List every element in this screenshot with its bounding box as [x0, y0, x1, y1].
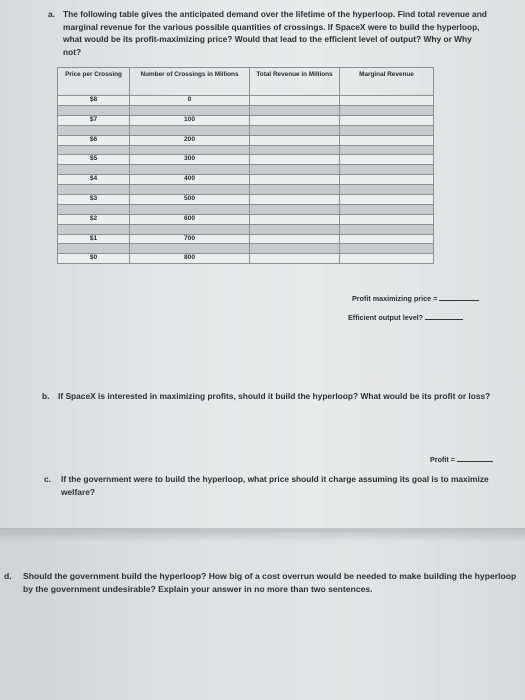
question-b: [42, 390, 502, 403]
efficient-output-answer: [348, 313, 463, 322]
spacer-cell: [250, 204, 340, 214]
total-revenue-cell[interactable]: [250, 194, 340, 204]
spacer-cell: [130, 105, 250, 115]
table-row: [58, 214, 434, 224]
question-c-text: If the government were to build the hyperloop, what price should it charge assuming its goal is to maximize welfare?: [61, 474, 489, 497]
spacer-cell: [130, 244, 250, 254]
marginal-revenue-cell[interactable]: [340, 254, 434, 264]
spacer-cell: [250, 224, 340, 234]
marginal-revenue-cell[interactable]: [340, 96, 434, 106]
marginal-revenue-cell[interactable]: [340, 115, 434, 125]
price-cell: $6: [58, 135, 130, 145]
crossings-cell: 700: [130, 234, 250, 244]
header-price: Price per Crossing: [58, 68, 130, 96]
table-spacer-row: [58, 125, 434, 135]
crossings-cell: 400: [130, 175, 250, 185]
table-row: [58, 135, 434, 145]
spacer-cell: [250, 125, 340, 135]
table-spacer-row: [58, 224, 434, 234]
marginal-revenue-cell[interactable]: [340, 234, 434, 244]
spacer-cell: [130, 224, 250, 234]
table-row: [58, 175, 434, 185]
efficient-output-label: Efficient output level?: [348, 313, 424, 322]
question-d-text: Should the government build the hyperloop? How big of a cost overrun would be needed to make building the hyperloop by the government undesirable? Explain your answer in no more than two sentences.: [23, 571, 517, 594]
total-revenue-cell[interactable]: [250, 234, 340, 244]
table-row: [58, 194, 434, 204]
question-d-letter: d.: [4, 571, 12, 581]
header-total-revenue: Total Revenue in Millions: [250, 68, 340, 96]
total-revenue-cell[interactable]: [250, 135, 340, 145]
crossings-cell: 600: [130, 214, 250, 224]
marginal-revenue-cell[interactable]: [340, 155, 434, 165]
spacer-cell: [250, 244, 340, 254]
crossings-cell: 200: [130, 135, 250, 145]
spacer-cell: [130, 165, 250, 175]
profit-maximizing-price-blank[interactable]: [439, 300, 479, 301]
marginal-revenue-cell[interactable]: [340, 135, 434, 145]
spacer-cell: [58, 125, 130, 135]
header-crossings: Number of Crossings in Millions: [130, 68, 250, 96]
spacer-cell: [130, 145, 250, 155]
spacer-cell: [340, 204, 434, 214]
total-revenue-cell[interactable]: [250, 214, 340, 224]
spacer-cell: [58, 204, 130, 214]
table-row: [58, 96, 434, 106]
table-spacer-row: [58, 244, 434, 254]
spacer-cell: [130, 204, 250, 214]
price-cell: $8: [58, 96, 130, 106]
price-cell: $1: [58, 234, 130, 244]
profit-answer: [430, 455, 493, 464]
spacer-cell: [340, 165, 434, 175]
spacer-cell: [340, 125, 434, 135]
table-header-row: [58, 68, 434, 96]
marginal-revenue-cell[interactable]: [340, 214, 434, 224]
page-fold-shadow: [0, 528, 525, 542]
spacer-cell: [250, 165, 340, 175]
table-spacer-row: [58, 145, 434, 155]
table-row: [58, 234, 434, 244]
crossings-cell: 0: [130, 96, 250, 106]
spacer-cell: [250, 185, 340, 195]
question-a: [48, 8, 488, 58]
table-row: [58, 254, 434, 264]
table-spacer-row: [58, 204, 434, 214]
total-revenue-cell[interactable]: [250, 254, 340, 264]
spacer-cell: [130, 125, 250, 135]
total-revenue-cell[interactable]: [250, 175, 340, 185]
price-cell: $5: [58, 155, 130, 165]
total-revenue-cell[interactable]: [250, 115, 340, 125]
price-cell: $0: [58, 254, 130, 264]
spacer-cell: [58, 105, 130, 115]
spacer-cell: [58, 165, 130, 175]
spacer-cell: [340, 145, 434, 155]
question-c-letter: c.: [44, 474, 51, 484]
spacer-cell: [58, 244, 130, 254]
table-row: [58, 115, 434, 125]
total-revenue-cell[interactable]: [250, 96, 340, 106]
table-spacer-row: [58, 105, 434, 115]
worksheet-page-bottom: [0, 532, 525, 700]
spacer-cell: [340, 244, 434, 254]
price-cell: $4: [58, 175, 130, 185]
marginal-revenue-cell[interactable]: [340, 175, 434, 185]
marginal-revenue-cell[interactable]: [340, 194, 434, 204]
spacer-cell: [58, 145, 130, 155]
spacer-cell: [340, 105, 434, 115]
total-revenue-cell[interactable]: [250, 155, 340, 165]
question-b-letter: b.: [42, 391, 50, 401]
crossings-cell: 100: [130, 115, 250, 125]
spacer-cell: [340, 224, 434, 234]
profit-maximizing-price-answer: [352, 294, 479, 303]
question-a-text: The following table gives the anticipated demand over the lifetime of the hyperloop. Find total revenue and marginal revenue for the various possible quantities of crossings. If SpaceX were to build the hyperloop, what would be its profit-maximizing price? Would that lead to the efficient level of output? Why or Why not?: [63, 9, 487, 57]
crossings-cell: 500: [130, 194, 250, 204]
spacer-cell: [250, 145, 340, 155]
header-marginal-revenue: Marginal Revenue: [340, 68, 434, 96]
spacer-cell: [58, 185, 130, 195]
spacer-cell: [130, 185, 250, 195]
question-d: [4, 570, 519, 596]
demand-table: [57, 67, 434, 264]
price-cell: $2: [58, 214, 130, 224]
question-a-letter: a.: [48, 9, 55, 19]
profit-maximizing-price-label: Profit maximizing price =: [352, 294, 438, 303]
crossings-cell: 800: [130, 254, 250, 264]
question-b-text: If SpaceX is interested in maximizing profits, should it build the hyperloop? What would be its profit or loss?: [58, 391, 491, 401]
price-cell: $7: [58, 115, 130, 125]
table-spacer-row: [58, 185, 434, 195]
profit-label: Profit =: [430, 455, 455, 464]
spacer-cell: [58, 224, 130, 234]
efficient-output-blank[interactable]: [425, 319, 463, 320]
crossings-cell: 300: [130, 155, 250, 165]
table-row: [58, 155, 434, 165]
spacer-cell: [250, 105, 340, 115]
spacer-cell: [340, 185, 434, 195]
table-spacer-row: [58, 165, 434, 175]
profit-blank[interactable]: [457, 461, 493, 462]
question-c: [44, 473, 504, 498]
price-cell: $3: [58, 194, 130, 204]
